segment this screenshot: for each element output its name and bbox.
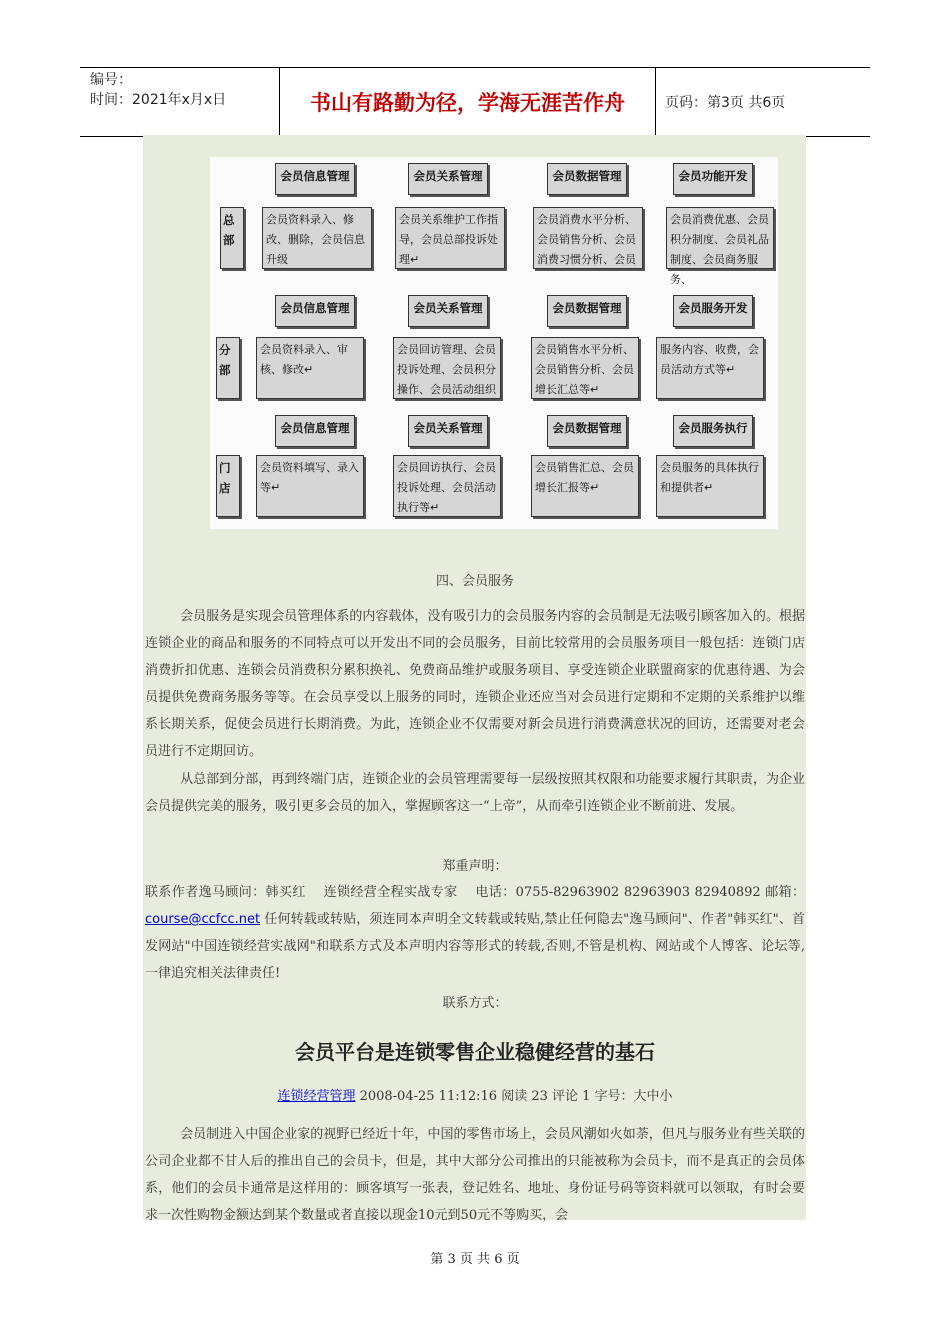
diagram-body: 会员关系维护工作指导，会员总部投诉处理↵ [395, 207, 505, 269]
paragraph-membership: 会员制进入中国企业家的视野已经近十年，中国的零售市场上，会员风潮如火如荼，但凡与服务业有些关联的公司企业都不甘人后的推出自己的会员卡，但是，其中大部分公司推出的只能被称为会员卡，而不是真正的会员体系，他们的会员卡通常是这样用的：顾客填写一张表，登记姓名、地址、身份证号码等资料就可以领取，有时会要求一次性购物金额达到某个数量或者直接以现金10元到50元不等购买，会 [145, 1127, 805, 1223]
diagram-body: 会员回访执行、会员投诉处理、会员活动执行等↵ [393, 455, 501, 517]
article-meta [145, 1083, 805, 1110]
diagram-body: 会员消费优惠、会员积分制度、会员礼品制度、会员商务服务、 [666, 207, 774, 269]
diagram-body: 服务内容、收费，会员活动方式等↵ [656, 337, 764, 399]
diagram-body: 会员消费水平分析、会员销售分析、会员消费习惯分析、会员 [533, 207, 643, 269]
diagram-body: 会员资料录入、修改、删除，会员信息升级 [262, 207, 372, 269]
level-store: 门店 [216, 455, 240, 517]
diagram-body: 会员服务的具体执行和提供者↵ [656, 455, 764, 517]
notice-text [145, 879, 805, 987]
diagram-title: 会员信息管理 [275, 163, 355, 195]
diagram-title: 会员功能开发 [673, 163, 753, 195]
diagram-body: 会员回访管理、会员投诉处理、会员积分操作、会员活动组织 [393, 337, 501, 399]
level-branch: 分部 [216, 337, 240, 399]
diagram-title: 会员服务开发 [673, 295, 753, 327]
notice-title: 郑重声明： [442, 859, 508, 874]
contact-label: 联系方式： [442, 996, 508, 1011]
diagram-body: 会员资料填写、录入等↵ [256, 455, 364, 517]
notice-part1: 联系作者逸马顾问：韩买红 连锁经营全程实战专家 电话：0755-82963902 82963903 82940892 邮箱： [145, 885, 805, 900]
diagram-title: 会员信息管理 [275, 415, 355, 447]
diagram-body: 会员资料录入、审核、修改↵ [256, 337, 364, 399]
org-diagram [210, 157, 778, 529]
diagram-title: 会员数据管理 [547, 163, 627, 195]
diagram-title: 会员关系管理 [408, 163, 488, 195]
diagram-title: 会员信息管理 [275, 295, 355, 327]
header-slogan: 书山有路勤为径，学海无涯苦作舟 [280, 68, 656, 136]
diagram-body: 会员销售水平分析、会员销售分析、会员增长汇总等↵ [531, 337, 639, 399]
diagram-title: 会员数据管理 [547, 295, 627, 327]
diagram-title: 会员服务执行 [673, 415, 753, 447]
time-label: 时间：2021年x月x日 [90, 92, 227, 108]
diagram-title: 会员关系管理 [408, 415, 488, 447]
paragraph-services: 会员服务是实现会员管理体系的内容载体，没有吸引力的会员服务内容的会员制是无法吸引顾客加入的。根据连锁企业的商品和服务的不同特点可以开发出不同的会员服务，目前比较常用的会员服务项目一般包括：连锁门店消费折扣优惠、连锁会员消费积分累积换礼、免费商品维护或服务项目、享受连锁企业联盟商家的优惠待遇、为会员提供免费商务服务等等。在会员享受以上服务的同时，连锁企业还应当对会员进行定期和不定期的关系维护以维系长期关系，促使会员进行长期消费。为此，连锁企业不仅需要对新会员进行消费满意状况的回访，还需要对老会员进行不定期回访。 [145, 609, 805, 759]
section-title: 四、会员服务 [435, 574, 514, 589]
page-header [80, 67, 870, 137]
number-label: 编号： [90, 72, 132, 88]
category-link[interactable]: 连锁经营管理 [277, 1089, 356, 1104]
page-footer: 第 3 页 共 6 页 [430, 1252, 520, 1267]
email-link[interactable]: course@ccfcc.net [145, 912, 261, 927]
paragraph-hierarchy: 从总部到分部，再到终端门店，连锁企业的会员管理需要每一层级按照其权限和功能要求履行其职责，为企业会员提供完美的服务，吸引更多会员的加入，掌握顾客这一“上帝”，从而牵引连锁企业不断前进、发展。 [145, 772, 805, 814]
level-hq: 总部 [220, 207, 244, 269]
diagram-title: 会员关系管理 [408, 295, 488, 327]
diagram-title: 会员数据管理 [547, 415, 627, 447]
diagram-body: 会员销售汇总、会员增长汇报等↵ [531, 455, 639, 517]
notice-part2: 任何转载或转贴，须连同本声明全文转载或转贴,禁止任何隐去"逸马顾问"、作者"韩买红"、首发网站"中国连锁经营实战网"和联系方式及本声明内容等形式的转载,否则,不管是机构、网站或个人博客、论坛等,一律追究相关法律责任! [145, 912, 805, 981]
header-page-info: 页码：第3页 共6页 [665, 95, 786, 111]
meta-info: 2008-04-25 11:12:16 阅读 23 评论 1 字号：大中小 [355, 1089, 673, 1104]
article-title: 会员平台是连锁零售企业稳健经营的基石 [295, 1040, 655, 1064]
header-info [80, 68, 280, 136]
